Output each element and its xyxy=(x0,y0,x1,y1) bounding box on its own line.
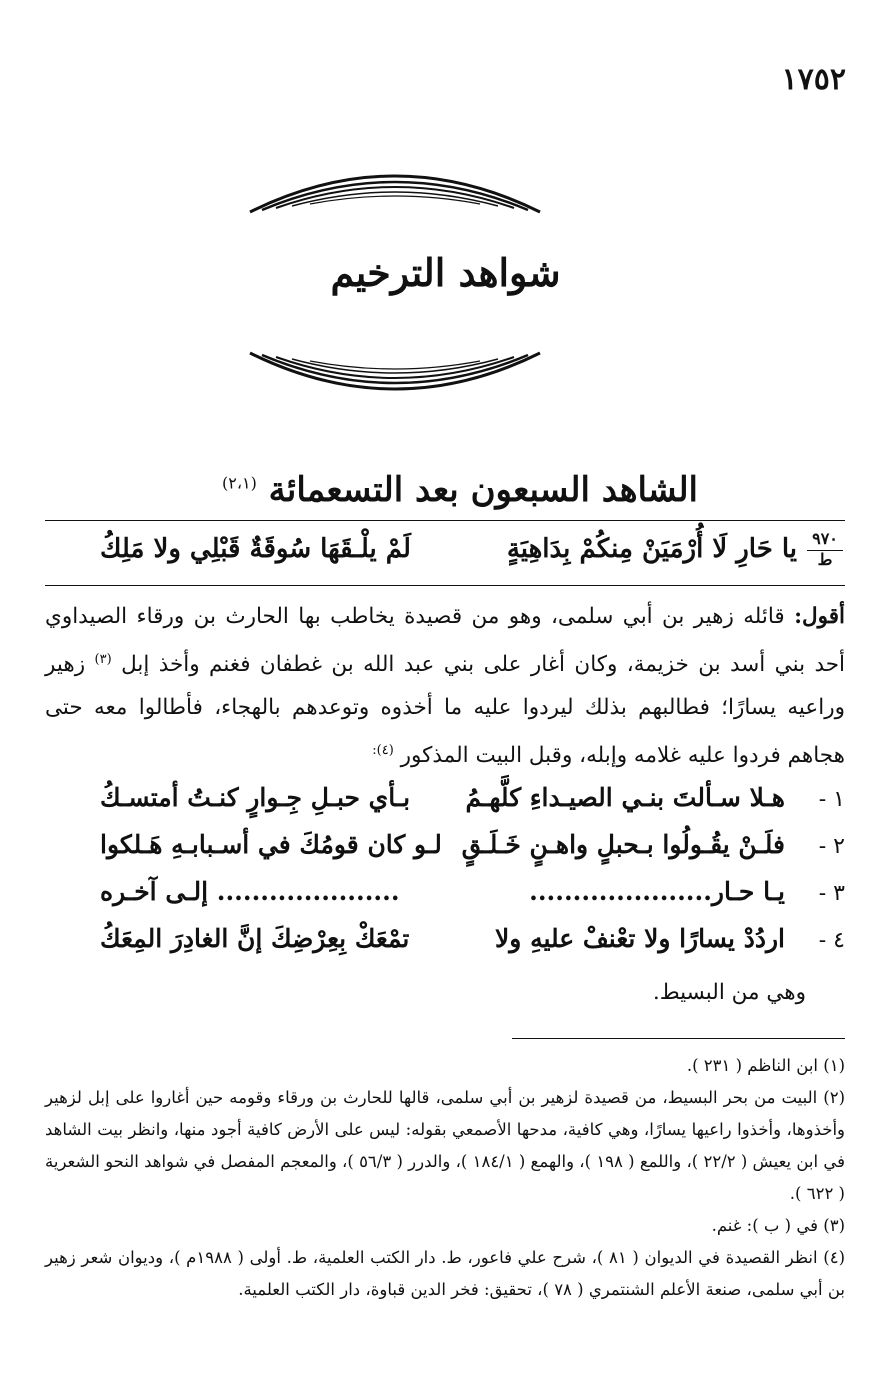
main-verse-hemistich-1: يا حَارِ لَا أُرْمَيَنْ مِنكُمْ بِدَاهِيَةٍ xyxy=(506,534,797,564)
footnote-2: (٢) البيت من بحر البسيط، من قصيدة لزهير بن أبي سلمى، قالها للحارث بن ورقاء وقومه حين أغاروا على إبل لزهير وأخذوها، وأخذوا راعيها يسارًا، وهي كافية، مدحها الأصمعي بقوله: ليس على الأرض كافية أجود منها، وانظر بيت الشاهد في ابن يعيش ( ٢٢/٢ )، واللمع ( ١٩٨ )، والهمع ( ١٨٤/١ )، والدرر ( ٥٦/٣ )، والمعجم المفصل في شواهد النحو الشعرية ( ٦٢٢ ). xyxy=(45,1088,845,1203)
poem-verse-number: ٣ - xyxy=(818,881,845,906)
poem-verse-number: ١ - xyxy=(818,787,845,812)
verse-number-sub: ط xyxy=(817,549,833,569)
page-number: ١٧٥٢ xyxy=(781,62,846,97)
poem-verse-hemistich-2: ..................... إلـى آخـره xyxy=(100,877,400,906)
witness-title-text: الشاهد السبعون بعد التسعمائة xyxy=(268,470,699,510)
footnote-ref-4: (٤): xyxy=(372,743,394,759)
poem-verse xyxy=(45,924,845,968)
footnote-separator xyxy=(512,1038,845,1039)
commentary-paragraph xyxy=(45,595,845,777)
rule-bottom xyxy=(45,585,845,586)
footnote-4: (٤) انظر القصيدة في الديوان ( ٨١ )، شرح علي فاعور، ط. دار الكتب العلمية، ط. أولى ( ١٩٨٨م )، وديوان شعر زهير بن أبي سلمى، صنعة الأعلم الشنتمري ( ٧٨ )، تحقيق: فخر الدين قباوة، دار الكتب العلمية. xyxy=(45,1248,845,1299)
verse-number-value: ٩٧٠ xyxy=(812,529,838,548)
poem-verse xyxy=(45,830,845,874)
footnote-ref-3: (٣) xyxy=(94,652,112,667)
poem-verse-hemistich-1: يـا حـار..................... xyxy=(529,877,785,906)
chapter-title: شواهد الترخيم xyxy=(330,250,561,295)
poem-verse xyxy=(45,877,845,921)
poem-verse-hemistich-2: لـو كان قومُكَ في أسـبابـهِ هَـلكوا xyxy=(100,830,442,859)
top-ornament xyxy=(240,150,550,220)
main-verse-hemistich-2: لَمْ يلْـقَهَا سُوقَةٌ قَبْلِي ولا مَلِكُ xyxy=(100,534,411,564)
commentary-lead: أقول: xyxy=(794,604,845,629)
poem-verse-hemistich-2: بـأي حبـلِ جِـوارٍ كنـتُ أمتسـكُ xyxy=(100,783,411,812)
witness-title-footnote-ref: (٢،١) xyxy=(221,473,257,493)
footnote-1: (١) ابن الناظم ( ٢٣١ ). xyxy=(686,1056,845,1075)
poem-verse-hemistich-1: اردُدْ يسارًا ولا تعْنفْ عليهِ ولا xyxy=(495,924,785,953)
witness-title xyxy=(100,470,820,510)
bottom-ornament xyxy=(240,345,550,415)
rule-top xyxy=(45,520,845,521)
poem-verse xyxy=(45,783,845,827)
footnote-3: (٣) في ( ب ): غنم. xyxy=(711,1216,845,1235)
poem-verse-number: ٤ - xyxy=(818,928,845,953)
verse-number xyxy=(805,530,845,568)
poem-verse-number: ٢ - xyxy=(818,834,845,859)
meter-note: وهي من البسيط. xyxy=(652,980,806,1005)
poem-verse-hemistich-1: فلَـنْ يقُـولُوا بـحبلٍ واهـنٍ خَـلَـقٍ xyxy=(461,830,785,859)
main-verse xyxy=(45,530,845,580)
commentary-text-2: زهير وراعيه يسارًا؛ فطالبهم بذلك ليردوا عليه ما أخذوه وتوعدهم بالهجاء، فأطالوا معه حتى هجاهم فردوا عليه غلامه وإبله، وقبل البيت المذكور xyxy=(45,652,845,769)
poem-verse-hemistich-2: تمْعَكْ بِعِرْضِكَ إنَّ الغادِرَ المِعَكُ xyxy=(100,924,410,953)
footnotes xyxy=(45,1050,845,1306)
commentary-text: قائله زهير بن أبي سلمى، وهو من قصيدة يخاطب بها الحارث بن ورقاء الصيداوي أحد بني أسد بن خزيمة، وكان أغار على بني عبد الله بن غطفان فغنم وأخذ إبل xyxy=(45,604,846,678)
poem-verse-hemistich-1: هـلا سـألتَ بنـي الصيـداءِ كلَّهـمُ xyxy=(465,783,785,812)
